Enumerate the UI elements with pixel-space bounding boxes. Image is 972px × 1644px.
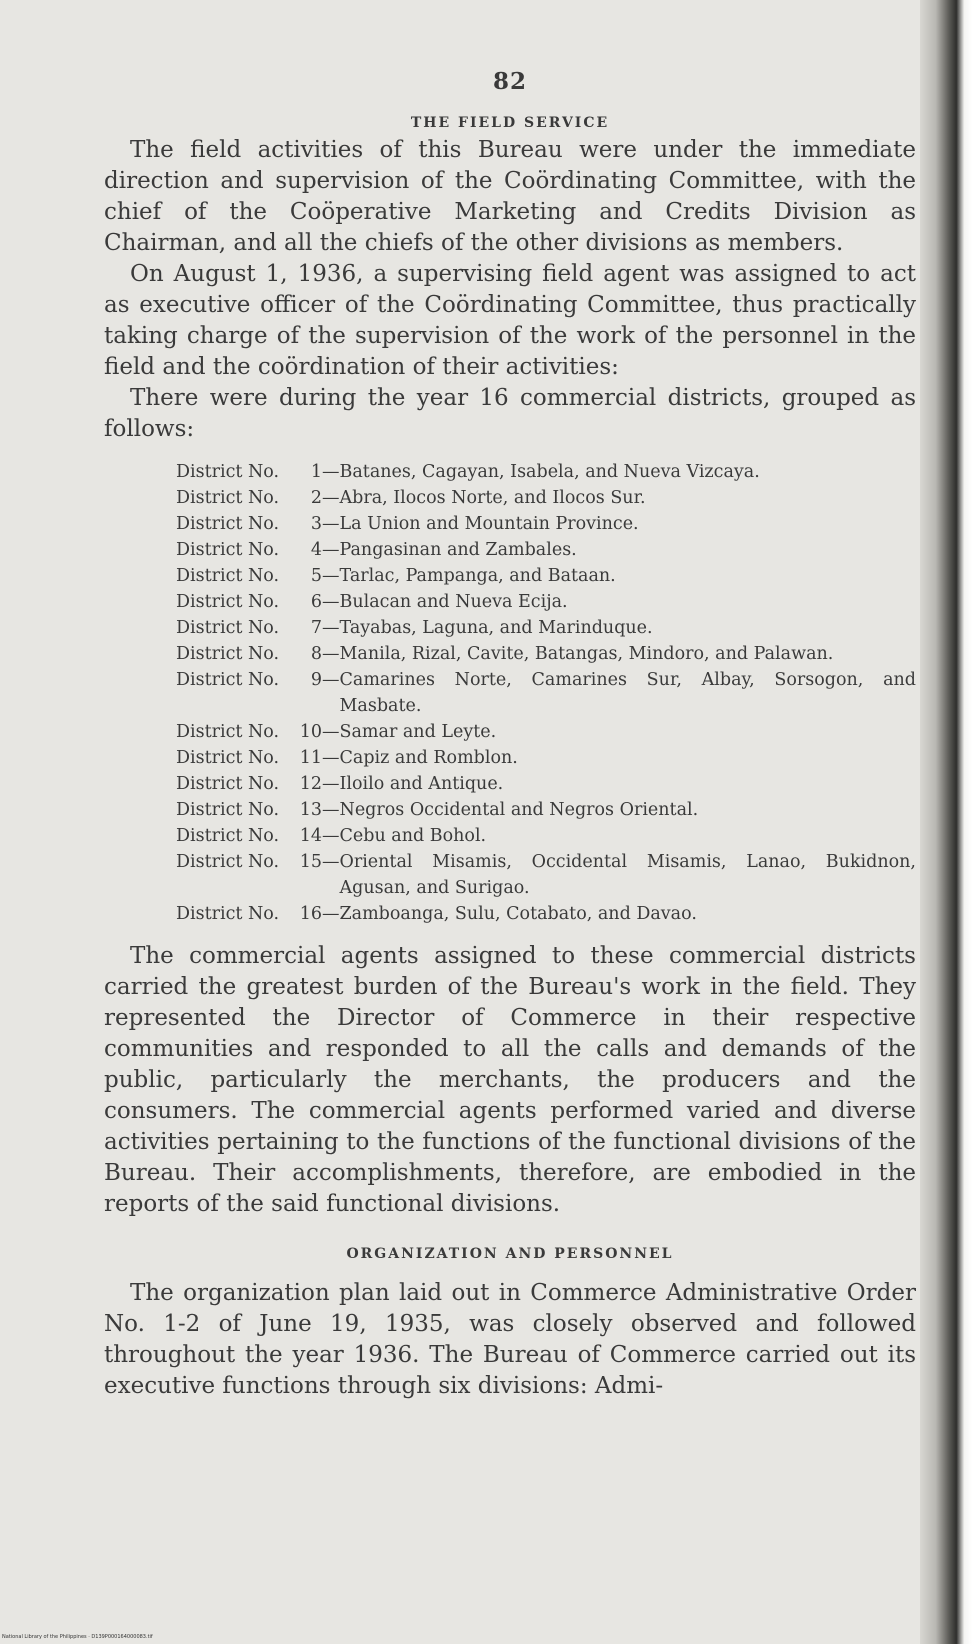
dash: — bbox=[322, 774, 340, 794]
district-number: 8 bbox=[310, 644, 322, 664]
district-number: 13 bbox=[299, 800, 322, 820]
district-label: District No. bbox=[176, 566, 280, 586]
district-number: 7 bbox=[310, 618, 322, 638]
district-number: 4 bbox=[310, 540, 322, 560]
district-item bbox=[176, 745, 916, 771]
dash: — bbox=[322, 592, 340, 612]
district-provinces: Pangasinan and Zambales. bbox=[339, 540, 577, 560]
page-edge-shadow bbox=[920, 0, 972, 1644]
section-heading-field-service: THE FIELD SERVICE bbox=[410, 115, 610, 131]
page-content bbox=[104, 68, 916, 1402]
district-number: 6 bbox=[310, 592, 322, 612]
district-item bbox=[176, 641, 916, 667]
district-item bbox=[176, 511, 916, 537]
district-provinces: Zamboanga, Sulu, Cotabato, and Davao. bbox=[339, 904, 697, 924]
district-item bbox=[176, 459, 916, 485]
dash: — bbox=[322, 826, 340, 846]
district-number: 1 bbox=[310, 462, 322, 482]
district-label: District No. bbox=[176, 904, 280, 924]
district-item bbox=[176, 615, 916, 641]
district-provinces: Camarines Norte, Camarines Sur, Albay, Sorsogon, and Masbate. bbox=[339, 670, 916, 716]
dash: — bbox=[322, 852, 340, 872]
dash: — bbox=[322, 618, 340, 638]
district-label: District No. bbox=[176, 488, 280, 508]
district-number: 12 bbox=[299, 774, 322, 794]
dash: — bbox=[322, 540, 340, 560]
district-number: 9 bbox=[310, 670, 322, 690]
district-label: District No. bbox=[176, 800, 280, 820]
district-item bbox=[176, 901, 916, 927]
district-label: District No. bbox=[176, 462, 280, 482]
district-label: District No. bbox=[176, 592, 280, 612]
district-item bbox=[176, 719, 916, 745]
dash: — bbox=[322, 488, 340, 508]
district-item bbox=[176, 771, 916, 797]
district-provinces: Oriental Misamis, Occidental Misamis, Lanao, Bukidnon, Agusan, and Surigao. bbox=[339, 852, 916, 898]
district-provinces: Cebu and Bohol. bbox=[339, 826, 487, 846]
page-number: 82 bbox=[492, 68, 527, 95]
district-item bbox=[176, 589, 916, 615]
district-item bbox=[176, 849, 916, 901]
district-item bbox=[176, 797, 916, 823]
dash: — bbox=[322, 566, 340, 586]
district-item bbox=[176, 485, 916, 511]
district-label: District No. bbox=[176, 774, 280, 794]
district-item bbox=[176, 667, 916, 719]
district-provinces: Samar and Leyte. bbox=[339, 722, 497, 742]
scan-credit: National Library of the Philippines · D139P000164000083.tif bbox=[2, 1634, 153, 1640]
district-provinces: Negros Occidental and Negros Oriental. bbox=[339, 800, 699, 820]
district-number: 10 bbox=[299, 722, 322, 742]
district-provinces: Iloilo and Antique. bbox=[339, 774, 504, 794]
paragraph: The commercial agents assigned to these commercial districts carried the greatest burden of the Bureau's work in the field. They represented the Director of Commerce in their respective communities and responded to all the calls and demands of the public, particularly the merchants, the producers and the consumers. The commercial agents performed varied and diverse activities pertaining to the functions of the functional divisions of the Bureau. Their accomplishments, therefore, are embodied in the reports of the said functional divisions. bbox=[104, 943, 916, 1217]
district-item bbox=[176, 563, 916, 589]
district-number: 3 bbox=[310, 514, 322, 534]
district-provinces: La Union and Mountain Province. bbox=[339, 514, 639, 534]
section-heading-organization: ORGANIZATION AND PERSONNEL bbox=[346, 1246, 674, 1262]
paragraph: The field activities of this Bureau were under the immediate direction and supervision of the Coördinating Committee, with the chief of the Coöperative Marketing and Credits Division as Chairman, and all the chiefs of the other divisions as members. bbox=[104, 137, 916, 256]
dash: — bbox=[322, 748, 340, 768]
dash: — bbox=[322, 904, 340, 924]
district-item bbox=[176, 823, 916, 849]
dash: — bbox=[322, 644, 340, 664]
district-number: 14 bbox=[299, 826, 322, 846]
district-number: 16 bbox=[299, 904, 322, 924]
district-label: District No. bbox=[176, 748, 280, 768]
district-number: 2 bbox=[310, 488, 322, 508]
district-label: District No. bbox=[176, 852, 280, 872]
district-label: District No. bbox=[176, 826, 280, 846]
district-label: District No. bbox=[176, 644, 280, 664]
district-provinces: Tayabas, Laguna, and Marinduque. bbox=[339, 618, 653, 638]
district-number: 5 bbox=[310, 566, 322, 586]
district-number: 11 bbox=[299, 748, 322, 768]
dash: — bbox=[322, 722, 340, 742]
paragraph: There were during the year 16 commercial districts, grouped as follows: bbox=[104, 385, 916, 442]
dash: — bbox=[322, 462, 340, 482]
district-list bbox=[104, 459, 916, 927]
district-label: District No. bbox=[176, 514, 280, 534]
district-provinces: Bulacan and Nueva Ecija. bbox=[339, 592, 568, 612]
district-item bbox=[176, 537, 916, 563]
district-provinces: Manila, Rizal, Cavite, Batangas, Mindoro, and Palawan. bbox=[339, 644, 834, 664]
paragraph: The organization plan laid out in Commerce Administrative Order No. 1-2 of June 19, 1935, was closely observed and followed throughout the year 1936. The Bureau of Commerce carried out its executive functions through six divisions: Admi- bbox=[104, 1280, 916, 1399]
district-label: District No. bbox=[176, 618, 280, 638]
district-provinces: Tarlac, Pampanga, and Bataan. bbox=[339, 566, 616, 586]
district-label: District No. bbox=[176, 670, 280, 690]
dash: — bbox=[322, 514, 340, 534]
district-number: 15 bbox=[299, 852, 322, 872]
district-provinces: Abra, Ilocos Norte, and Ilocos Sur. bbox=[339, 488, 646, 508]
dash: — bbox=[322, 800, 340, 820]
district-label: District No. bbox=[176, 722, 280, 742]
paragraph: On August 1, 1936, a supervising field agent was assigned to act as executive officer of the Coördinating Committee, thus practically taking charge of the supervision of the work of the personnel in the field and the coördination of their activities: bbox=[104, 261, 916, 380]
district-label: District No. bbox=[176, 540, 280, 560]
dash: — bbox=[322, 670, 340, 690]
district-provinces: Batanes, Cagayan, Isabela, and Nueva Vizcaya. bbox=[339, 462, 760, 482]
district-provinces: Capiz and Romblon. bbox=[339, 748, 518, 768]
